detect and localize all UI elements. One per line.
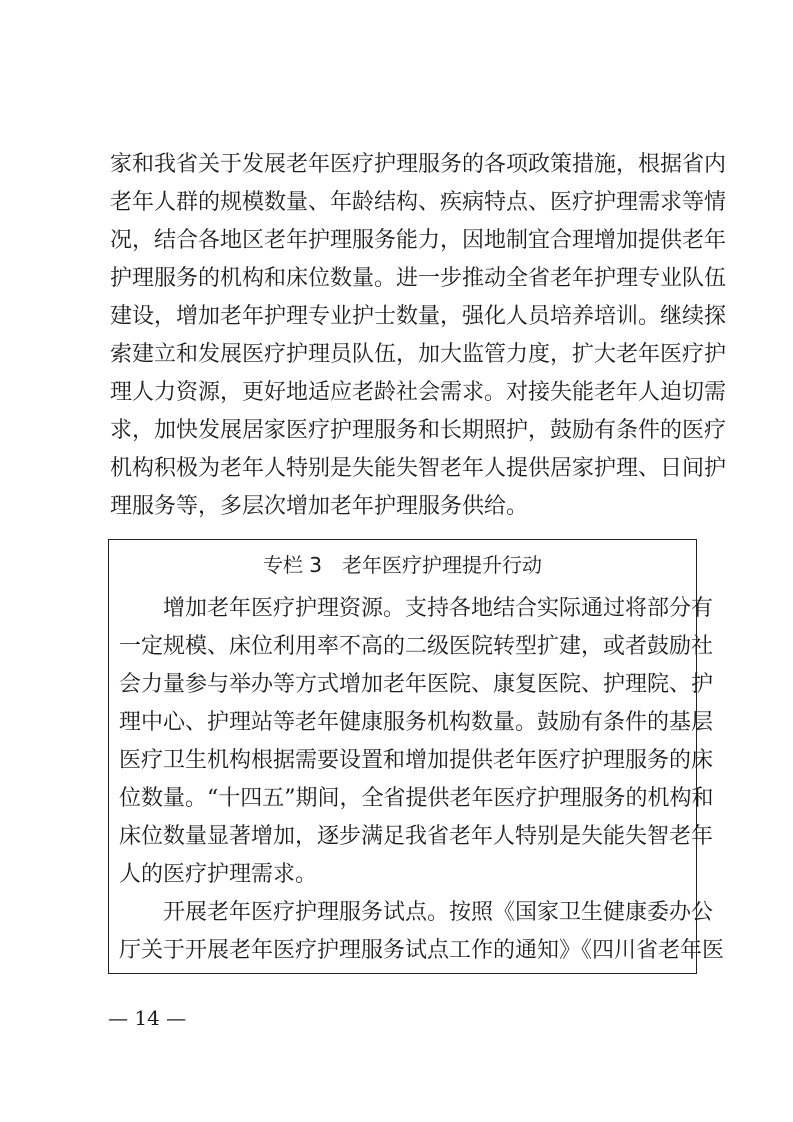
column-box-title: 专栏 3 老年医疗护理提升行动 xyxy=(262,553,543,577)
column-box-line: 一定规模、床位利用率不高的二级医院转型扩建，或者鼓励社 xyxy=(119,634,714,659)
body-line: 况，结合各地区老年护理服务能力，因地制宜合理增加提供老年 xyxy=(110,228,727,253)
body-line: 索建立和发展医疗护理员队伍，加大监管力度，扩大老年医疗护 xyxy=(110,342,727,367)
page-number: — 14 — xyxy=(108,1006,187,1030)
column-box-line: 医疗卫生机构根据需要设置和增加提供老年医疗护理服务的床 xyxy=(119,748,714,773)
column-box-line: 人的医疗护理需求。 xyxy=(119,862,318,887)
body-line: 护理服务的机构和床位数量。进一步推动全省老年护理专业队伍 xyxy=(110,266,727,291)
column-box-line: 开展老年医疗护理服务试点。按照《国家卫生健康委办公 xyxy=(119,900,714,925)
body-line: 建设，增加老年护理专业护士数量，强化人员培养培训。继续探 xyxy=(110,304,727,329)
column-box-line: 增加老年医疗护理资源。支持各地结合实际通过将部分有 xyxy=(119,596,714,621)
body-line: 老年人群的规模数量、年龄结构、疾病特点、医疗护理需求等情 xyxy=(110,190,727,215)
body-line: 理服务等，多层次增加老年护理服务供给。 xyxy=(110,494,529,519)
body-line: 求，加快发展居家医疗护理服务和长期照护，鼓励有条件的医疗 xyxy=(110,418,727,443)
column-box xyxy=(108,539,725,974)
column-box-line: 会力量参与举办等方式增加老年医院、康复医院、护理院、护 xyxy=(119,672,714,697)
body-line: 家和我省关于发展老年医疗护理服务的各项政策措施，根据省内 xyxy=(110,152,727,177)
column-box-line: 厅关于开展老年医疗护理服务试点工作的通知》《四川省老年医 xyxy=(119,938,725,963)
column-box-line: 床位数量显著增加，逐步满足我省老年人特别是失能失智老年 xyxy=(119,824,714,849)
column-box-line: 理中心、护理站等老年健康服务机构数量。鼓励有条件的基层 xyxy=(119,710,714,735)
body-line: 机构积极为老年人特别是失能失智老年人提供居家护理、日间护 xyxy=(110,456,727,481)
column-box-line: 位数量。“十四五”期间，全省提供老年医疗护理服务的机构和 xyxy=(119,786,714,811)
body-line: 理人力资源，更好地适应老龄社会需求。对接失能老年人迫切需 xyxy=(110,380,727,405)
